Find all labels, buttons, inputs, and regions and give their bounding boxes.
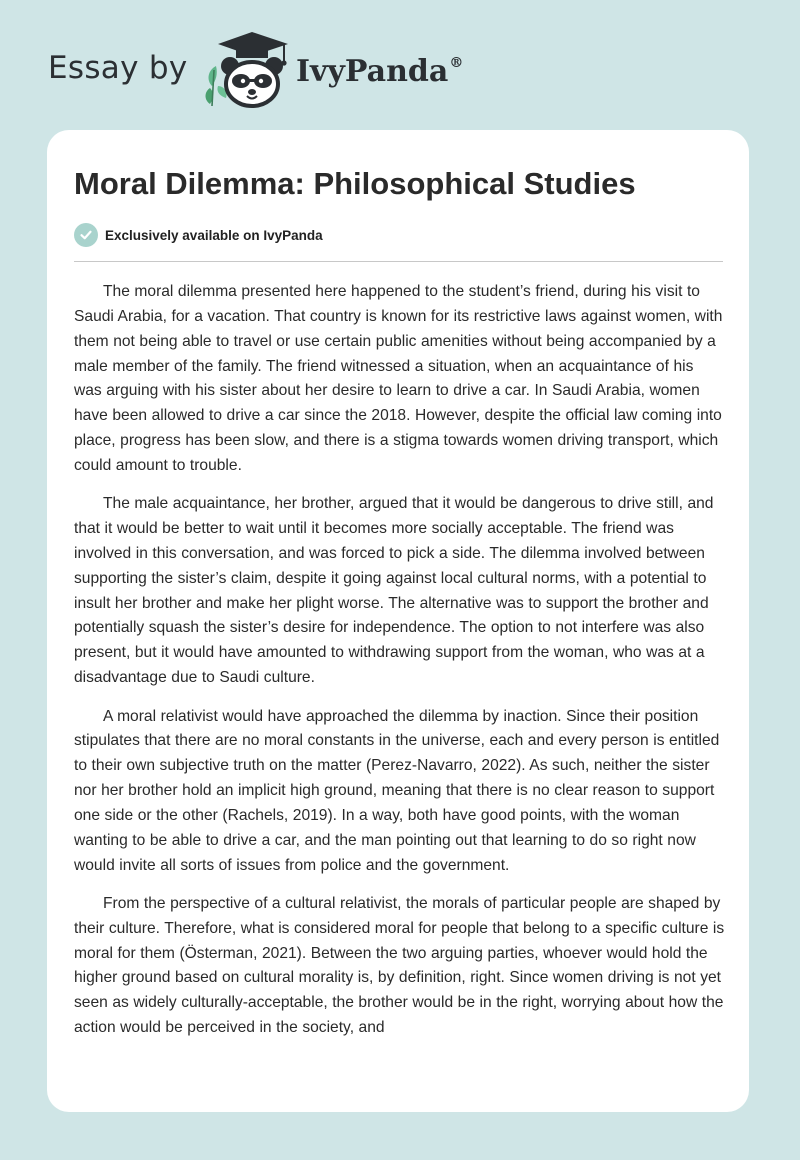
check-circle-icon [74,223,98,247]
paragraph: The moral dilemma presented here happened to the student’s friend, during his visit to Saudi Arabia, for a vacation. That country is known for its restrictive laws against women, with them not being able to travel or use certain public amenities without being accompanied by a male member of the family. The friend witnessed a situation, when an acquaintance of his was arguing with his sister about her desire to learn to drive a car. In Saudi Arabia, women have been allowed to drive a car since the 2018. However, despite the official law coming into place, progress has been slow, and there is a stigma towards women driving transport, which could amount to trouble. [74,283,723,474]
divider [74,261,723,262]
page-title: Moral Dilemma: Philosophical Studies [74,166,636,201]
essay-card [47,130,749,1112]
brand-text: IvyPanda [296,54,449,89]
panda-graduate-icon[interactable] [200,30,296,110]
exclusive-badge [74,222,323,248]
paragraph: The male acquaintance, her brother, argued that it would be dangerous to drive still, and that it would be better to wait until it becomes more socially acceptable. The friend was involved in this conversation, and was forced to pick a side. The dilemma involved between supporting the sister’s claim, despite it going against local cultural norms, with a potential to insult her brother and make her plight worse. The alternative was to support the brother and potentially squash the sister’s desire for independence. The option to not interfere was also present, but it would have amounted to withdrawing support from the woman, who was at a disadvantage due to Saudi culture. [74,495,714,687]
brand-name[interactable] [296,54,463,89]
paragraph: A moral relativist would have approached the dilemma by inaction. Since their position stipulates that there are no moral constants in the universe, each and every person is entitled to their own subjective truth on the matter (Perez-Navarro, 2022). As such, neither the sister nor her brother hold an implicit high ground, meaning that there is no clear reason to support one side or the other (Rachels, 2019). In a way, both have good points, with the woman wanting to be able to drive a car, and the man pointing out that learning to do so right now would invite all sorts of issues from police and the government. [74,707,720,874]
registered-mark: ® [449,55,464,71]
essay-by-label: Essay by [48,50,188,86]
paragraph: From the perspective of a cultural relativist, the morals of particular people are shaped by their culture. Therefore, what is considered moral for people that belong to a specific culture is moral for them (Österman, 2021). Between the two arguing parties, whoever would hold the higher ground based on cultural morality is, by definition, right. Since women driving is not yet seen as widely culturally-acceptable, the brother would be in the right, worrying about how the action would be perceived in the society, and [74,894,725,1037]
check-mark-icon [79,228,93,242]
exclusive-label: Exclusively available on IvyPanda [105,227,323,243]
essay-body [74,280,725,1054]
site-header [0,0,800,130]
